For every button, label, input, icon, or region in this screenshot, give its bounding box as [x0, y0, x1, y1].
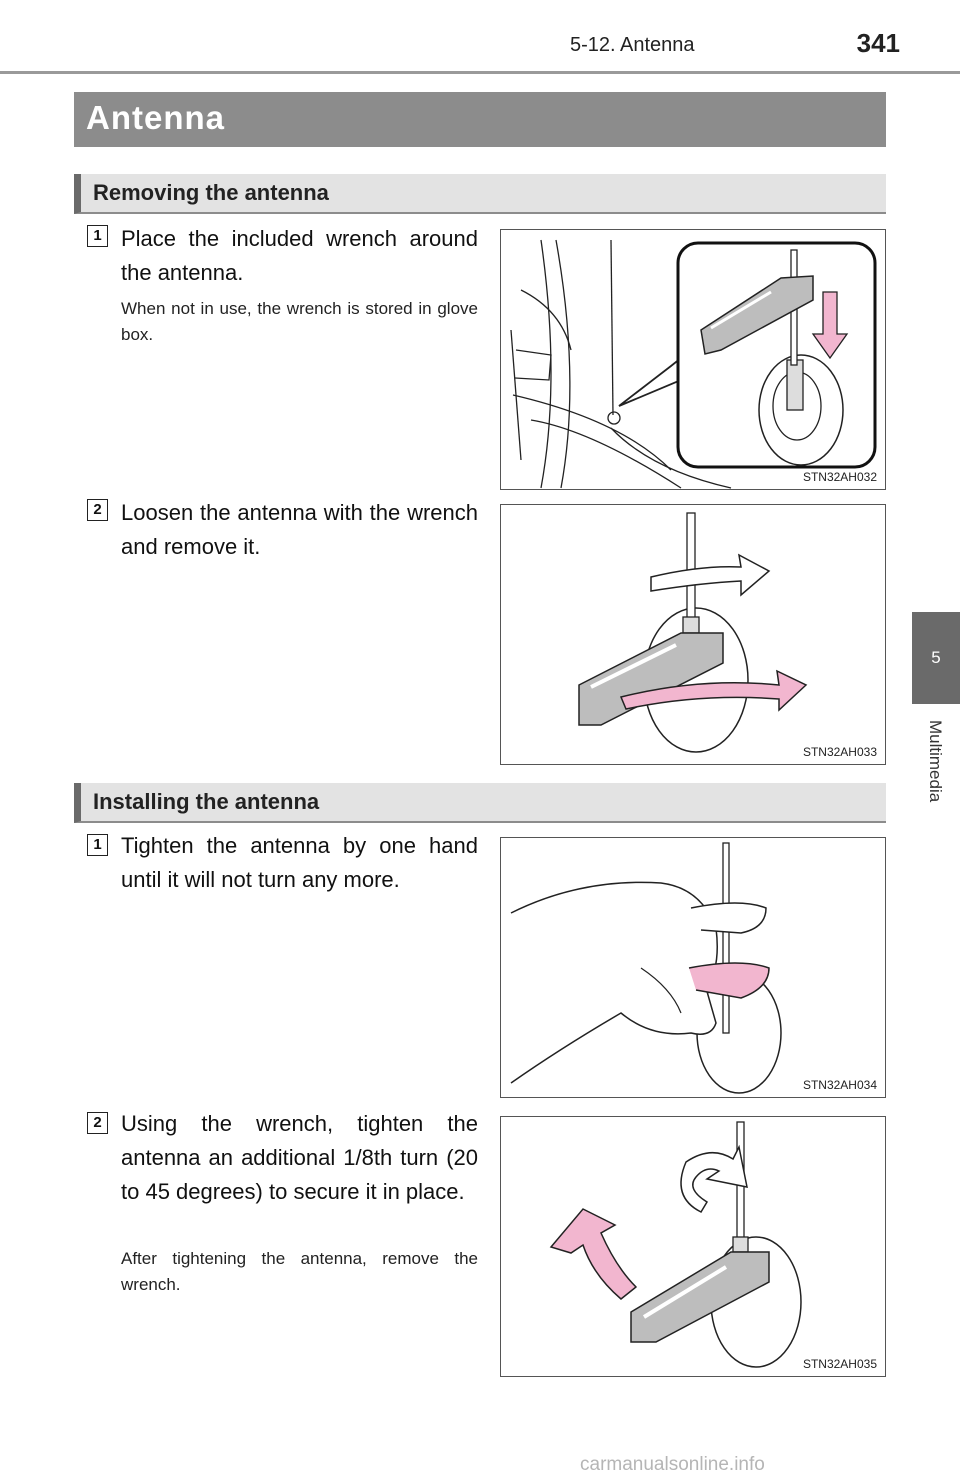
chapter-tab [912, 612, 960, 704]
chapter-number: 5 [931, 648, 941, 667]
figure-place-wrench [500, 229, 886, 490]
loosen-antenna-illustration [501, 505, 886, 765]
chapter-label [912, 720, 960, 870]
section-heading-installing [74, 783, 886, 823]
section-heading-text: Installing the antenna [93, 789, 320, 814]
figure-tighten-by-hand [500, 837, 886, 1098]
chapter-label-text: Multimedia [926, 720, 945, 803]
figure-code: STN32AH035 [802, 1357, 877, 1371]
page-number: 341 [856, 28, 900, 58]
section-heading-text: Removing the antenna [93, 180, 329, 205]
header-rule [0, 71, 960, 74]
tighten-with-wrench-illustration [501, 1117, 886, 1377]
step-note: When not in use, the wrench is stored in glove box. [121, 299, 478, 344]
page-title: Antenna [86, 99, 225, 136]
running-header-section: 5-12. Antenna [570, 34, 695, 56]
step-number: 1 [87, 834, 108, 856]
figure-loosen-antenna [500, 504, 886, 765]
step-number: 2 [87, 1112, 108, 1134]
section-heading-removing [74, 174, 886, 214]
figure-code: STN32AH033 [802, 745, 877, 759]
step-text: Place the included wrench around the antenna. [121, 226, 478, 285]
watermark: carmanualsonline.info [580, 1454, 765, 1475]
figure-code: STN32AH034 [802, 1078, 877, 1092]
figure-code: STN32AH032 [802, 470, 877, 484]
step-text: Using the wrench, tighten the antenna an additional 1/8th turn (20 to 45 degrees) to secure it in place. [121, 1111, 478, 1204]
step-number: 2 [87, 499, 108, 521]
page-title-bar [74, 92, 886, 147]
figure-tighten-with-wrench [500, 1116, 886, 1377]
step-note: After tightening the antenna, remove the wrench. [121, 1249, 478, 1294]
tighten-by-hand-illustration [501, 838, 886, 1098]
wrench-on-antenna-illustration [501, 230, 886, 490]
step-text: Loosen the antenna with the wrench and remove it. [121, 500, 478, 559]
step-text: Tighten the antenna by one hand until it will not turn any more. [121, 833, 478, 892]
step-number: 1 [87, 225, 108, 247]
